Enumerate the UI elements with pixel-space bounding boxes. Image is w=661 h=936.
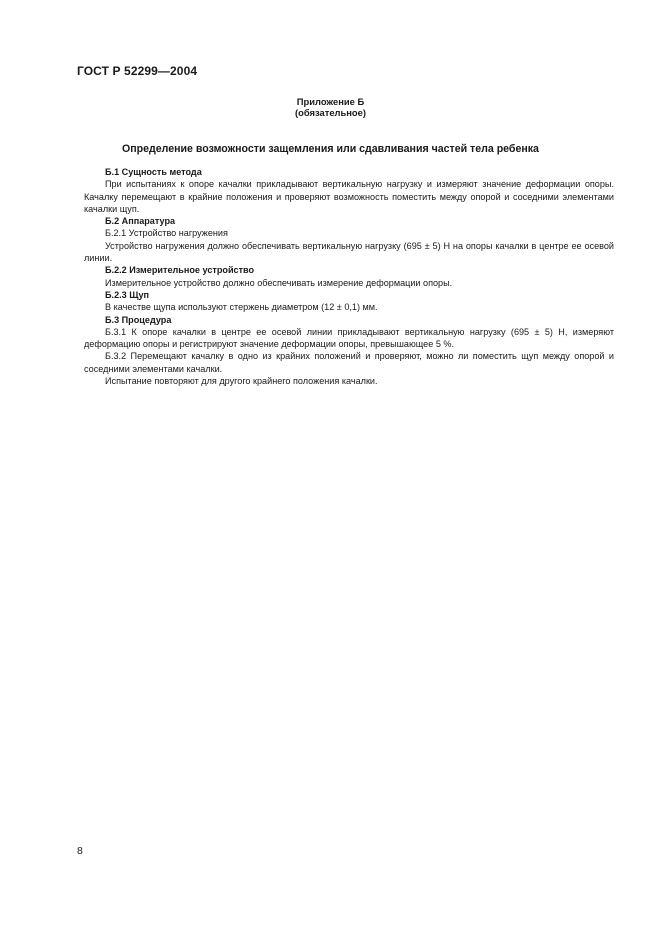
section-b1-heading: Б.1 Сущность метода (105, 167, 202, 177)
section-b23-heading: Б.2.3 Щуп (105, 289, 150, 300)
section-final-text: Испытание повторяют для другого крайнего положения качалки. (105, 376, 378, 387)
document-code: ГОСТ Р 52299—2004 (77, 64, 198, 78)
section-b31-text: Б.3.1 К опоре качалки в центре ее осевой линии прикладывают вертикальную нагрузку (695 ± 5) Н, измеряют деформацию опоры и регистрируют значение деформации опоры, превышающее 5 %. (84, 326, 614, 350)
annex-status: (обязательное) (295, 107, 366, 118)
section-b3-heading: Б.3 Процедура (105, 314, 172, 325)
document-body (84, 166, 614, 387)
section-b22-text: Измерительное устройство должно обеспечивать измерение деформации опоры. (105, 277, 453, 288)
section-b21-heading: Б.2.1 Устройство нагружения (105, 228, 228, 239)
annex-label: Приложение Б (296, 96, 365, 107)
page-number: 8 (77, 845, 83, 857)
annex-title: Определение возможности защемления или сдавливания частей тела ребенка (122, 143, 539, 155)
section-b32-text: Б.3.2 Перемещают качалку в одно из крайних положений и проверяют, можно ли поместить щуп между опорой и соседними элементами качалки. (84, 351, 614, 374)
annex-header (0, 96, 661, 118)
section-b22-heading: Б.2.2 Измерительное устройство (105, 265, 255, 276)
section-b1-text: При испытаниях к опоре качалки прикладывают вертикальную нагрузку и измеряют значение деформации опоры. Качалку перемещают в крайние положения и проверяют возможность поместить между опорой и соседними элементами качалки щуп. (84, 179, 614, 214)
section-b21-text: Устройство нагружения должно обеспечивать вертикальную нагрузку (695 ± 5) Н на опоры качалки в центре ее осевой линии. (84, 240, 614, 264)
section-b2-heading: Б.2 Аппаратура (105, 216, 176, 227)
section-b23-text: В качестве щупа используют стержень диаметром (12 ± 0,1) мм. (105, 302, 378, 313)
